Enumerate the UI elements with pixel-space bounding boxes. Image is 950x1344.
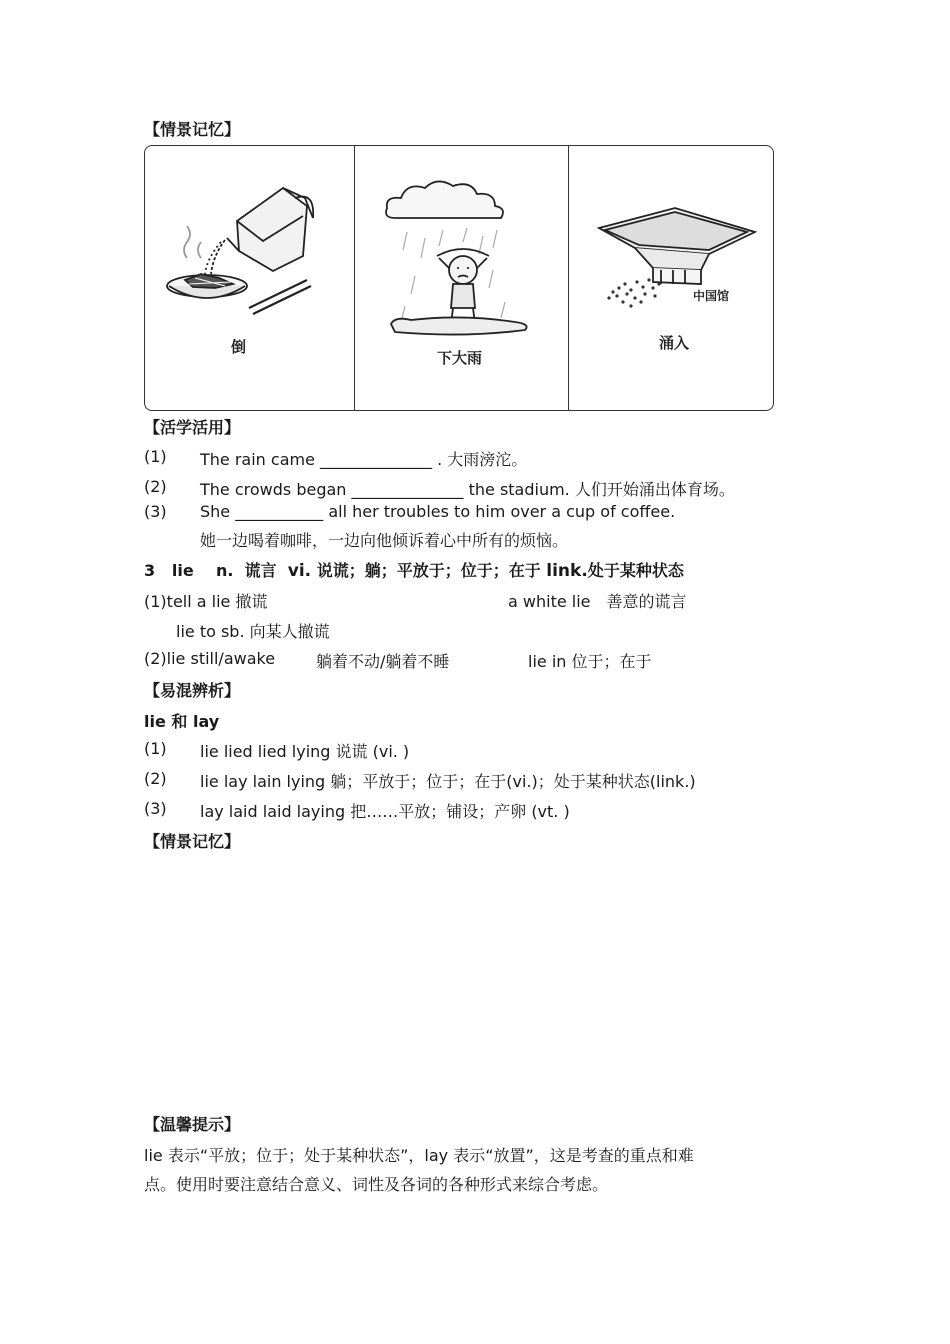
distinguish-subheader: lie 和 lay: [144, 712, 220, 731]
practice-item-number: (2): [144, 477, 167, 496]
practice-item-translation: 她一边喝着咖啡，一边向他倾诉着心中所有的烦恼。: [200, 531, 569, 550]
panel-pour: [145, 146, 354, 410]
distinguish-item-text: lay laid laid laying 把……平放；铺设；产卵 (vt. ): [200, 802, 570, 821]
practice-item-number: (1): [144, 447, 167, 466]
phrase-lie-still: (2)lie still/awake: [144, 649, 276, 668]
china-pavilion-illustration: [569, 146, 774, 411]
practice-item-text: The rain came ______________ . 大雨滂沱。: [200, 450, 528, 469]
phrase-tell-a-lie: (1)tell a lie 撤谎: [144, 592, 268, 611]
distinguish-item-number: (2): [144, 769, 167, 788]
section-header-scene-memory: 【情景记忆】: [144, 120, 241, 139]
section-header-distinguish: 【易混辨析】: [144, 681, 241, 700]
practice-item-number: (3): [144, 502, 167, 521]
phrase-lie-in: lie in 位于；在于: [528, 652, 652, 671]
entry-number: 3: [144, 561, 156, 580]
pouring-kettle-illustration: [145, 146, 354, 411]
entry-pos-link: link.: [546, 561, 588, 581]
tip-text-line2: 点。使用时要注意结合意义、词性及各词的各种形式来综合考虑。: [144, 1175, 609, 1194]
illustration-panels: [144, 145, 774, 411]
distinguish-item-text: lie lay lain lying 躺；平放于；位于；在于(vi.)；处于某种状态(link.): [200, 772, 696, 791]
pavilion-sign-text: 中国馆: [693, 289, 730, 303]
vocab-entry: [144, 558, 684, 581]
section-header-tip: 【温馨提示】: [144, 1115, 241, 1134]
entry-pos-noun: n.: [215, 561, 234, 580]
panel-caption-rain: 下大雨: [437, 349, 483, 367]
distinguish-item-number: (1): [144, 739, 167, 758]
entry-def-verb: 说谎；躺；平放于；位于；在于: [316, 561, 541, 580]
phrase-white-lie: a white lie 善意的谎言: [508, 592, 687, 611]
phrase-lie-to-sb: lie to sb. 向某人撤谎: [176, 622, 330, 641]
panel-caption-pour: 倒: [231, 338, 247, 356]
entry-def-noun: 谎言: [244, 561, 277, 580]
distinguish-item-number: (3): [144, 799, 167, 818]
section-header-practice: 【活学活用】: [144, 418, 241, 437]
entry-def-link: 处于某种状态: [587, 561, 684, 580]
tip-text-line1: lie 表示“平放；位于；处于某种状态”，lay 表示“放置”，这是考查的重点和难: [144, 1146, 694, 1165]
section-header-scene-memory-2: 【情景记忆】: [144, 832, 241, 851]
practice-item-text: She ___________ all her troubles to him over a cup of coffee.: [200, 502, 676, 521]
phrase-lie-still-meaning: 躺着不动/躺着不睡: [316, 652, 450, 671]
practice-item-text: The crowds began ______________ the stadium. 人们开始涌出体育场。: [200, 480, 735, 499]
rain-boy-illustration: [355, 146, 569, 411]
distinguish-item-text: lie lied lied lying 说谎 (vi. ): [200, 742, 410, 761]
entry-word: lie: [171, 561, 194, 580]
entry-pos-verb: vi.: [287, 561, 312, 581]
panel-rain: [354, 146, 568, 410]
panel-caption-pavilion: 涌入: [659, 334, 690, 352]
panel-pavilion: [568, 146, 774, 410]
